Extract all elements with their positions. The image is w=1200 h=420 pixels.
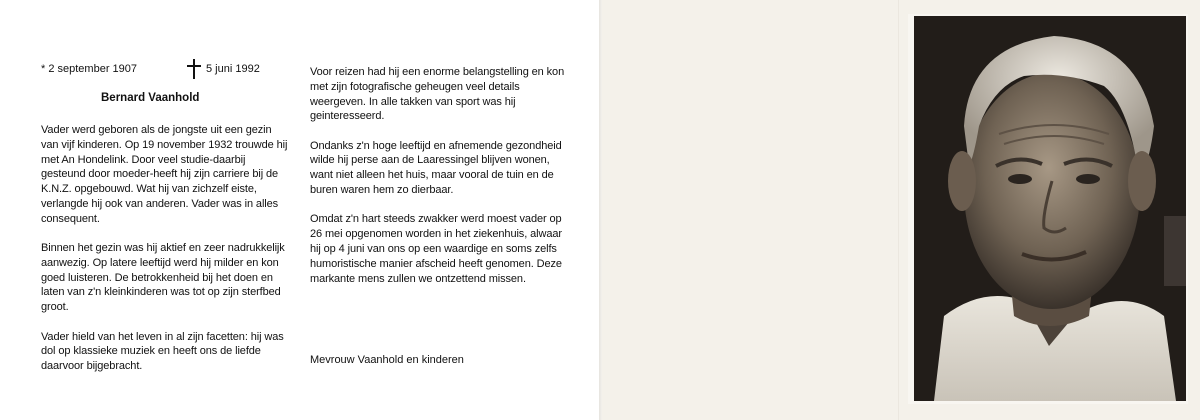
left-column <box>41 123 291 388</box>
signoff: Mevrouw Vaanhold en kinderen <box>310 354 464 366</box>
left-paragraph-1: Vader werd geboren als de jongste uit een gezin van vijf kinderen. Op 19 november 1932 trouwde hij met An Hondelink. Door veel studie-daarbij gesteund door moeder-heeft hij zijn carriere bij de K.N.Z. opgebouwd. Wat hij van zichzelf eiste, verlangde hij ook van anderen. Vader was in alles consequent. <box>41 124 288 225</box>
deceased-name: Bernard Vaanhold <box>101 92 200 104</box>
death-date-group <box>187 59 260 79</box>
cross-icon <box>187 59 201 79</box>
life-dates <box>41 59 281 83</box>
birth-date: * 2 september 1907 <box>41 63 138 75</box>
right-paragraph-3: Omdat z'n hart steeds zwakker werd moest vader op 26 mei opgenomen worden in het ziekenhuis, alwaar hij op 4 juni van ons op een waardige en soms zelfs humoristische manier afscheid heeft genomen. Deze markante mens zullen we ontzettend missen. <box>310 213 562 285</box>
right-paragraph-2: Ondanks z'n hoge leeftijd en afnemende gezondheid wilde hij perse aan de Laaressingel blijven wonen, want niet alleen het huis, maar vooral de tuin en de buren waren hem zo dierbaar. <box>310 139 562 197</box>
card-outer-page <box>602 0 1200 420</box>
left-paragraph-2: Binnen het gezin was hij aktief en zeer nadrukkelijk aanwezig. Op latere leeftijd werd hij milder en kon goed luisteren. De betrokkenheid bij het doen en laten van z'n kleinkinderen was tot op zijn sterfbed groot. <box>41 242 285 314</box>
outer-fold-line <box>898 0 899 420</box>
left-paragraph-3: Vader hield van het leven in al zijn facetten: hij was dol op klassieke muziek en heeft ons de liefde daarvoor bijgebracht. <box>41 330 284 373</box>
portrait-illustration <box>914 16 1186 401</box>
right-paragraph-1: Voor reizen had hij een enorme belangstelling en kon met zijn fotografische geheugen veel details weergeven. In alle takken van sport was hij geinteresseerd. <box>310 66 565 123</box>
portrait-photo <box>914 16 1186 401</box>
right-column <box>310 65 570 301</box>
death-date: 5 juni 1992 <box>206 63 260 75</box>
